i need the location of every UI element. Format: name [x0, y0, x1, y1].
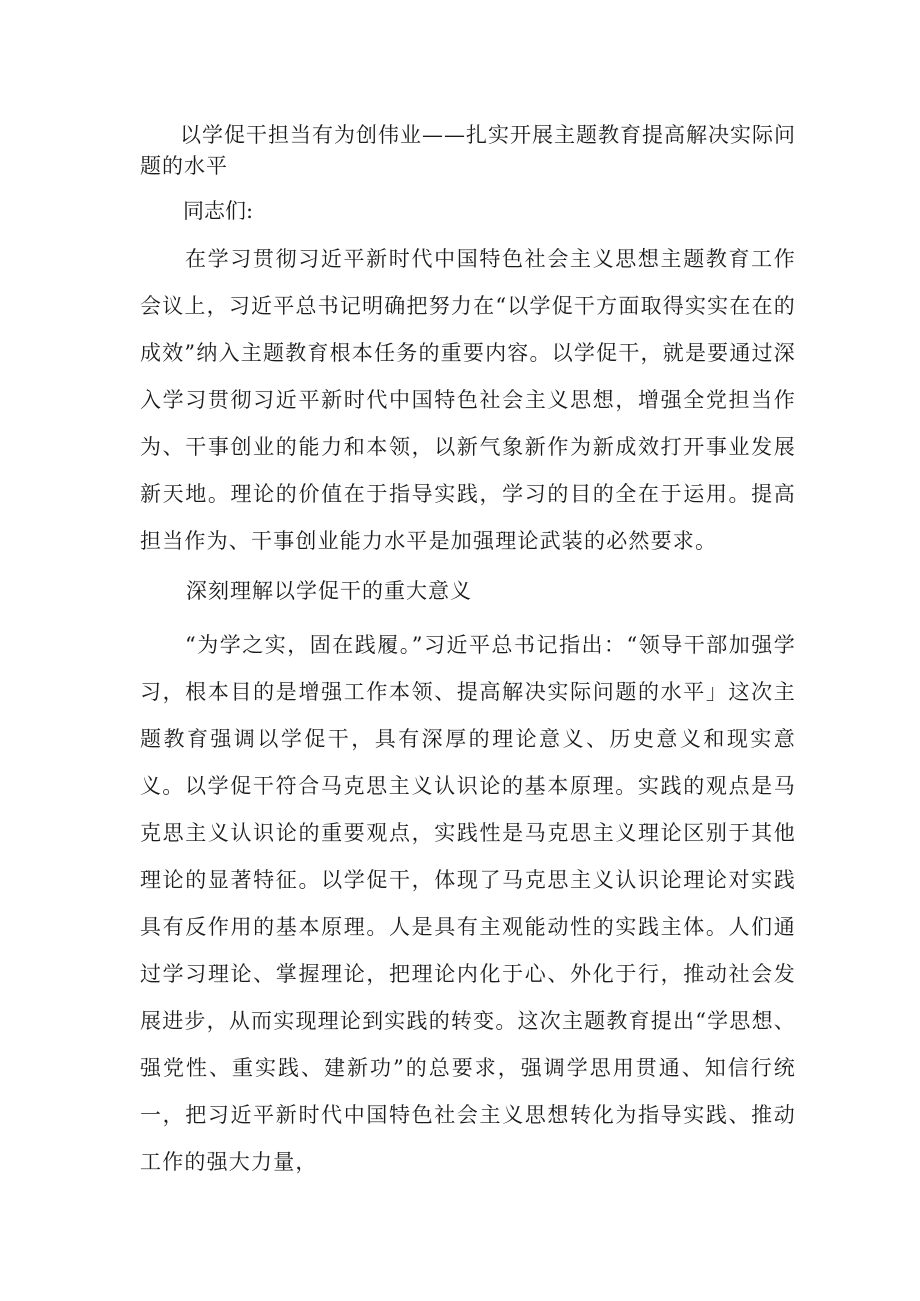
- document-title: 以学促干担当有为创伟业——扎实开展主题教育提高解决实际问题的水平: [140, 123, 796, 178]
- body-paragraph: “为学之实，固在践履。”习近平总书记指出：“领导干部加强学习，根本目的是增强工作本领、提高解决实际问题的水平」这次主题教育强调以学促干，具有深厚的理论意义、历史意义和现实意义。: [140, 633, 796, 798]
- section-heading: 深刻理解以学促干的重大意义: [186, 579, 472, 603]
- body-paragraph: 以学促干符合马克思主义认识论的基本原理。实践的观点是马克思主义认识论的重要观点，实践性是马克思主义理论区别于其他理论的显著特征。以学促干，体现了马克思主义认识论理论对实践具有反作用的基本原理。人是具有主观能动性的实践主体。人们通过学习理论、掌握理论，把理论内化于心、外化于行，推动社会发展进步，从而实现理论到实践的转变。这次主题教育提出“学思想、强党性、重实践、建新功”的总要求，强调学思用贯通、知信行统一，把习近平新时代中国特色社会主义思想转化为指导实践、推动工作的强大力量，: [140, 774, 796, 1174]
- body-paragraph: 在学习贯彻习近平新时代中国特色社会主义思想主题教育工作会议上，习近平总书记明确把努力在“以学促干方面取得实实在在的成效”纳入主题教育根本任务的重要内容。以学促干，就是要通过深入学习贯彻习近平新时代中国特色社会主义思想，增强全党担当作为、干事创业的能力和本领，以新气象新作为新成效打开事业发展新天地。理论的价值在于指导实践，学习的目的全在于运用。提高担当作为、干事创业能力水平是加强理论武装的必然要求。: [140, 247, 796, 553]
- salutation: 同志们:: [183, 199, 254, 223]
